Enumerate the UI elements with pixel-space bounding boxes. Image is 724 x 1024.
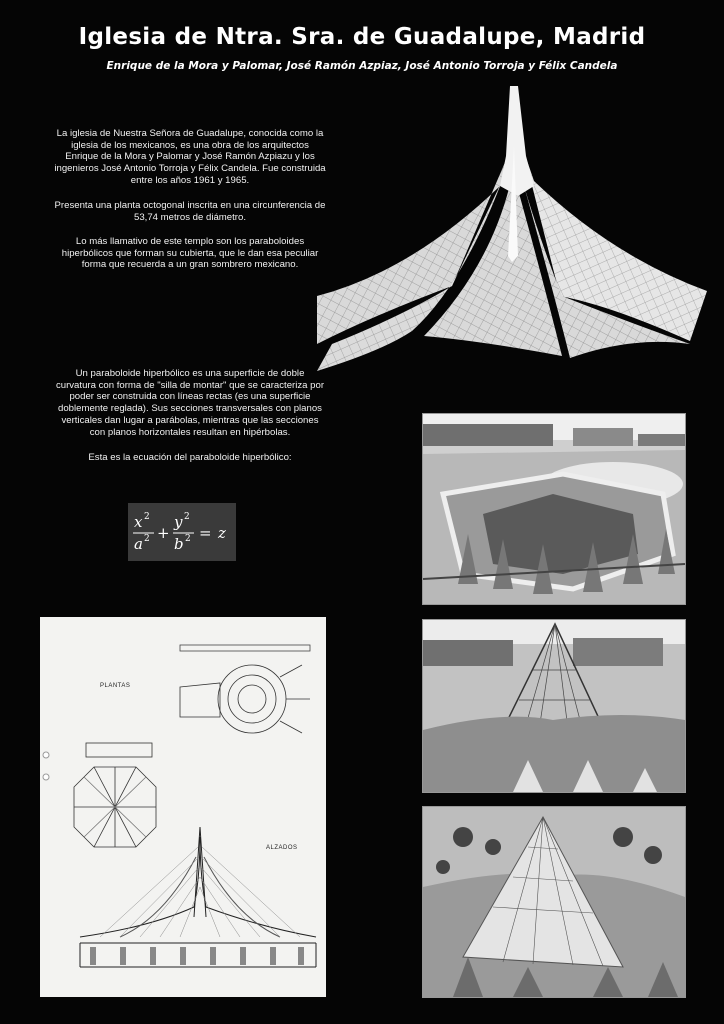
eq-x-exp: 2 (144, 512, 150, 522)
eq-y-exp: 2 (184, 512, 190, 522)
eq-equals: = (199, 524, 212, 542)
equation-intro: Esta es la ecuación del paraboloide hiperbólico: (88, 452, 292, 463)
construction-photo-3 (422, 806, 686, 998)
eq-x: x (134, 513, 143, 531)
hypar-paragraph: Un paraboloide hiperbólico es una superficie de doble curvatura con forma de "silla de montar" que se caracteriza por poder ser construida con líneas rectas (es una superficie doblemente reglada). Sus secciones transversales con planos verticales dan lugar a parábolas, mientras que las secciones con planos horizontales resultan en hipérbolas. (55, 368, 325, 438)
intro-paragraph-3: Lo más llamativo de este templo son los paraboloides hiperbólicos que forman su cubierta, que le dan esa peculiar forma que recuerda a un gran sombrero mexicano. (61, 236, 319, 271)
plans-elevations-drawing (40, 617, 326, 997)
equation-formula (128, 503, 236, 561)
poster-subtitle: Enrique de la Mora y Palomar, José Ramón Azpiaz, José Antonio Torroja y Félix Candela (106, 60, 618, 72)
eq-b: b (174, 535, 184, 553)
construction-photo-1 (422, 413, 686, 605)
poster-title: Iglesia de Ntra. Sra. de Guadalupe, Madrid (78, 24, 646, 50)
construction-photo-2 (422, 619, 686, 793)
roof-render-illustration (312, 86, 712, 386)
intro-paragraph-1: La iglesia de Nuestra Señora de Guadalupe, conocida como la iglesia de los mexicanos, es una obra de los arquitectos Enrique de la Mora y Palomar y José Ramón Azpiazu y los ingenieros José Antonio Torroja y Félix Candela. Fue construida entre los años 1961 y 1965. (54, 128, 326, 186)
eq-a-exp: 2 (144, 534, 150, 544)
eq-z: z (218, 524, 226, 542)
eq-y: y (174, 513, 183, 531)
intro-paragraph-2: Presenta una planta octogonal inscrita en una circunferencia de 53,74 metros de diámetro. (54, 200, 326, 223)
hyperbolic-paraboloid-equation (128, 503, 236, 561)
label-alzados: ALZADOS (266, 845, 298, 851)
eq-a: a (134, 535, 143, 553)
eq-b-exp: 2 (185, 534, 191, 544)
eq-plus: + (157, 524, 170, 542)
label-plantas: PLANTAS (100, 683, 131, 689)
